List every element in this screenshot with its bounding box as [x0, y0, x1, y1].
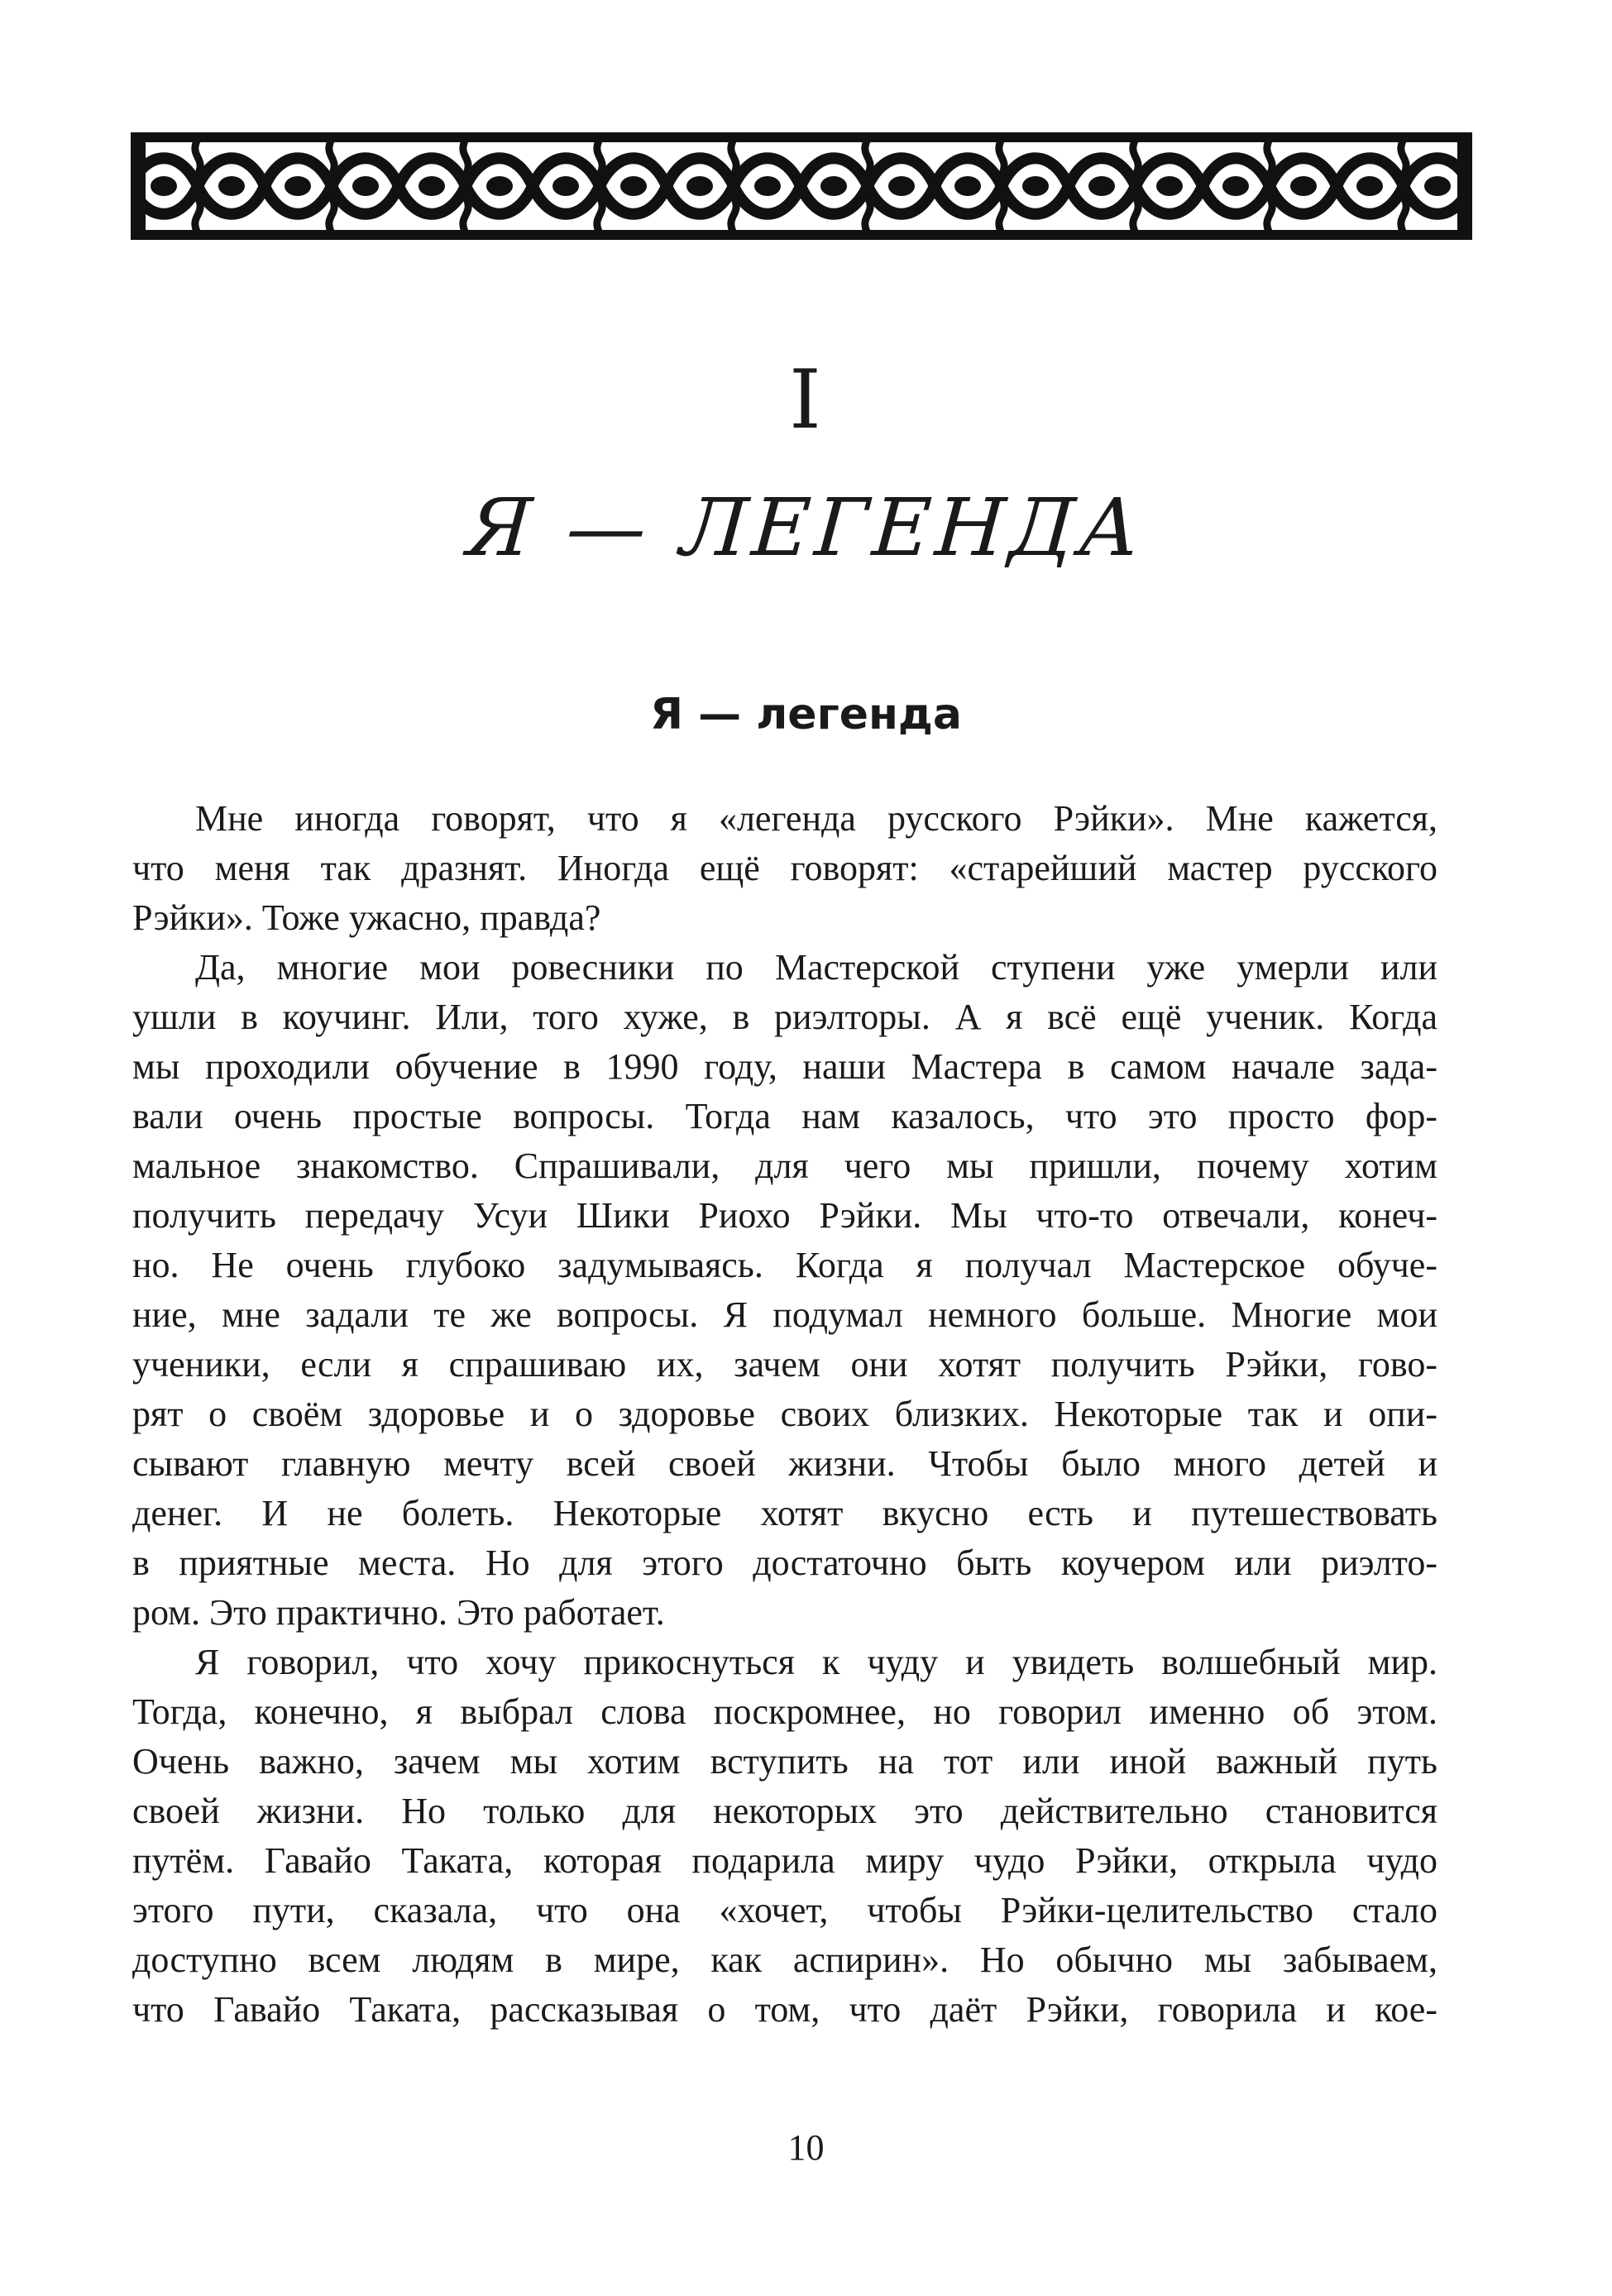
text-line: ром. Это практично. Это работает. [132, 1592, 665, 1633]
decorative-ornament-border [131, 132, 1472, 240]
text-line: Да, многие мои ровесники по Мастерской ступени уже умерли или [195, 947, 1437, 988]
text-line: но. Не очень глубоко задумываясь. Когда я получал Мастерское обуче- [132, 1245, 1437, 1285]
text-line: сывают главную мечту всей своей жизни. Чтобы было много детей и [132, 1443, 1437, 1484]
page-number: 10 [787, 2127, 825, 2168]
text-line: ние, мне задали те же вопросы. Я подумал немного больше. Многие мои [132, 1294, 1437, 1335]
text-line: мальное знакомство. Спрашивали, для чего мы пришли, почему хотим [132, 1146, 1437, 1186]
chapter-number: I [789, 353, 823, 447]
chapter-title: Я — ЛЕГЕНДА [464, 481, 1148, 574]
text-line: Я говорил, что хочу прикоснуться к чуду и увидеть волшебный мир. [195, 1642, 1437, 1682]
text-line: Рэйки». Тоже ужасно, правда? [132, 897, 601, 938]
body-text [132, 794, 1437, 2035]
text-line: получить передачу Усуи Шики Риохо Рэйки. Мы что-то отвечали, конеч- [132, 1195, 1437, 1236]
text-line: что Гавайо Таката, рассказывая о том, что даёт Рэйки, говорила и кое- [132, 1989, 1437, 2030]
text-line: рят о своём здоровье и о здоровье своих близких. Некоторые так и опи- [132, 1394, 1437, 1434]
text-line: Мне иногда говорят, что я «легенда русского Рэйки». Мне кажется, [195, 798, 1437, 839]
paragraph [132, 943, 1437, 1638]
text-line: денег. И не болеть. Некоторые хотят вкусно есть и путешествовать [132, 1493, 1437, 1533]
text-line: вали очень простые вопросы. Тогда нам казалось, что это просто фор- [132, 1096, 1437, 1136]
text-line: ушли в коучинг. Или, того хуже, в риэлторы. А я всё ещё ученик. Когда [132, 997, 1437, 1037]
text-line: путём. Гавайо Таката, которая подарила миру чудо Рэйки, открыла чудо [132, 1840, 1437, 1881]
text-line: Очень важно, зачем мы хотим вступить на тот или иной важный путь [132, 1741, 1437, 1782]
text-line: Тогда, конечно, я выбрал слова поскромнее, но говорил именно об этом. [132, 1691, 1437, 1732]
text-line: доступно всем людям в мире, как аспирин». Но обычно мы забываем, [132, 1940, 1437, 1980]
text-line: мы проходили обучение в 1990 году, наши Мастера в самом начале зада- [132, 1046, 1437, 1087]
paragraph [132, 794, 1437, 943]
text-line: что меня так дразнят. Иногда ещё говорят: «старейший мастер русского [132, 848, 1437, 888]
section-heading: Я — легенда [649, 690, 963, 739]
text-line: в приятные места. Но для этого достаточно быть коучером или риэлто- [132, 1543, 1437, 1583]
text-line: этого пути, сказала, что она «хочет, чтобы Рэйки-целительство стало [132, 1890, 1437, 1930]
text-line: ученики, если я спрашиваю их, зачем они хотят получить Рэйки, гово- [132, 1344, 1437, 1385]
paragraph [132, 1638, 1437, 2035]
text-line: своей жизни. Но только для некоторых это действительно становится [132, 1791, 1437, 1831]
